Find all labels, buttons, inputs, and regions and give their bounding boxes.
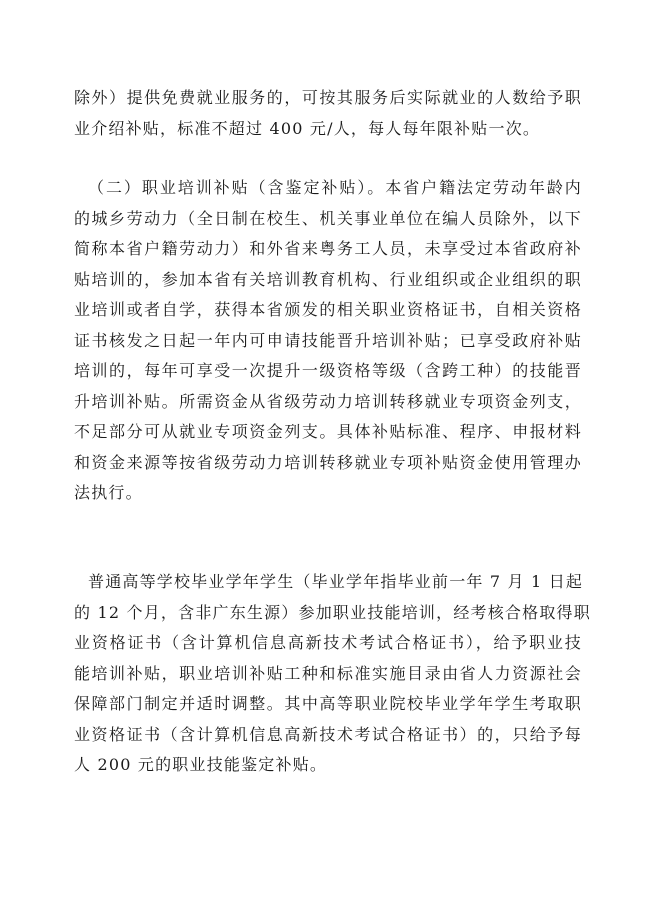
- text-line: 简称本省户籍劳动力）和外省来粤务工人员，未享受过本省政府补: [74, 239, 582, 258]
- text-line: 培训的，每年可享受一次提升一级资格等级（含跨工种）的技能晋: [74, 361, 582, 380]
- text-line: 证书核发之日起一年内可申请技能晋升培训补贴；已享受政府补贴: [74, 330, 582, 350]
- text-line: 业培训或者自学，获得本省颁发的相关职业资格证书，自相关资格: [74, 300, 582, 319]
- text-line: 和资金来源等按省级劳动力培训转移就业专项补贴资金使用管理办: [74, 452, 582, 472]
- text-line: 普通高等学校毕业学年学生（毕业学年指毕业前一年 7 月 1 日起: [88, 572, 584, 591]
- text-line: 不足部分可从就业专项资金列支。具体补贴标准、程序、申报材料: [74, 422, 582, 441]
- text-line: 除外）提供免费就业服务的，可按其服务后实际就业的人数给予职: [74, 88, 582, 107]
- text-line: 业资格证书（含计算机信息高新技术考试合格证书），给予职业技: [74, 633, 582, 652]
- text-line: 法执行。: [74, 483, 143, 502]
- text-line: 的 12 个月，含非广东生源）参加职业技能培训，经考核合格取得职: [74, 602, 591, 622]
- text-line: 的城乡劳动力（全日制在校生、机关事业单位在编人员除外，以下: [74, 208, 582, 228]
- paragraph-training-subsidy: [74, 173, 582, 509]
- text-line: 能培训补贴，职业培训补贴工种和标准实施目录由省人力资源社会: [74, 663, 582, 683]
- text-line: 升培训补贴。所需资金从省级劳动力培训转移就业专项资金列支，: [74, 391, 582, 411]
- text-line: 人 200 元的职业技能鉴定补贴。: [74, 755, 328, 774]
- paragraph-graduate-students: [74, 567, 591, 781]
- text-line: 业资格证书（含计算机信息高新技术考试合格证书）的，只给予每: [74, 724, 582, 744]
- text-line: 贴培训的，参加本省有关培训教育机构、行业组织或企业组织的职: [74, 269, 582, 289]
- text-line: （二）职业培训补贴（含鉴定补贴）。本省户籍法定劳动年龄内: [88, 178, 582, 197]
- text-line: 业介绍补贴，标准不超过 400 元/人，每人每年限补贴一次。: [74, 118, 541, 138]
- paragraph-employment-service: [74, 83, 582, 144]
- text-line: 保障部门制定并适时调整。其中高等职业院校毕业学年学生考取职: [74, 694, 582, 713]
